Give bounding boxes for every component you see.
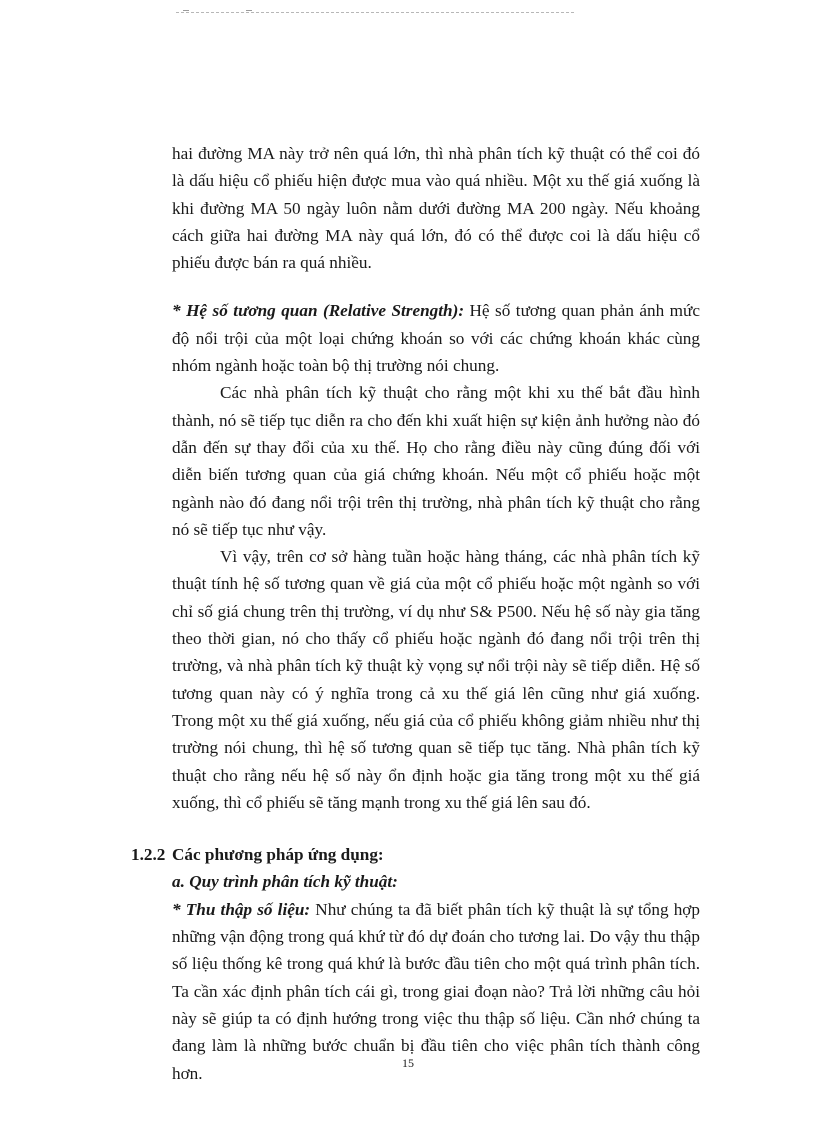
header-mark xyxy=(183,10,189,11)
paragraph-ma-continuation: hai đường MA này trở nên quá lớn, thì nhà phân tích kỹ thuật có thể coi đó là dấu hiệu cổ phiếu hiện được mua vào quá nhiều. Một xu thế giá xuống là khi đường MA 50 ngày luôn nằm dưới đường MA 200 ngày. Nếu khoảng cách giữa hai đường MA này quá lớn, đó có thể được coi là dấu hiệu cổ phiếu được bán ra quá nhiều. xyxy=(172,144,700,273)
paragraph-trend-persistence: Các nhà phân tích kỹ thuật cho rằng một khi xu thế bắt đầu hình thành, nó sẽ tiếp tục diễn ra cho đến khi xuất hiện sự kiện ảnh hưởng nào đó dẫn đến sự thay đổi của xu thế. Họ cho rằng điều này cũng đúng đối với diễn biến tương quan của giá chứng khoán. Nếu một cổ phiếu hoặc một ngành nào đó đang nổi trội trên thị trường, nhà phân tích kỹ thuật cho rằng nó sẽ tiếp tục như vậy. xyxy=(172,383,700,539)
page-content xyxy=(131,140,700,1087)
subsection-heading: a. Quy trình phân tích kỹ thuật: xyxy=(172,872,398,892)
paragraph-weekly-calculation: Vì vậy, trên cơ sở hàng tuần hoặc hàng tháng, các nhà phân tích kỹ thuật tính hệ số tương quan về giá của một cổ phiếu hoặc một ngành so với chỉ số giá chung trên thị trường, ví dụ như S& P500. Nếu hệ số này gia tăng theo thời gian, nó cho thấy cổ phiếu hoặc ngành đó đang nổi trội trên thị trường, và nhà phân tích kỹ thuật kỳ vọng sự nổi trội này sẽ tiếp diễn. Hệ số tương quan này có ý nghĩa trong cả xu thế giá lên cũng như giá xuống. Trong một xu thế giá xuống, nếu giá của cổ phiếu không giảm nhiều như thị trường nói chung, thì hệ số tương quan sẽ tiếp tục tăng. Nhà phân tích kỹ thuật cho rằng nếu hệ số này ổn định hoặc gia tăng trong một xu thế giá xuống, thì cổ phiếu sẽ tăng mạnh trong xu thế giá lên sau đó. xyxy=(172,547,700,812)
relative-strength-body: Hệ số tương quan phản ánh mức độ nổi trội của một loại chứng khoán so với các chứng khoán khác cùng nhóm ngành hoặc toàn bộ thị trường nói chung. xyxy=(172,301,700,376)
data-collection-title: * Thu thập số liệu: xyxy=(172,899,311,919)
header-rule xyxy=(176,12,574,13)
section-title: Các phương pháp ứng dụng: xyxy=(172,845,384,865)
relative-strength-title: * Hệ số tương quan (Relative Strength): xyxy=(172,301,465,321)
page-number: 15 xyxy=(402,1056,414,1070)
data-collection-body: Như chúng ta đã biết phân tích kỹ thuật là sự tổng hợp những vận động trong quá khứ từ đó dự đoán cho tương lai. Do vậy thu thập số liệu thống kê trong quá khứ là bước đầu tiên cho một quá trình phân tích. Ta cần xác định phân tích cái gì, trong giai đoạn nào? Trả lời những câu hỏi này sẽ giúp ta có định hướng trong việc thu thập số liệu. Cần nhớ chúng ta đang làm là những bước chuẩn bị đầu tiên cho việc phân tích thành công hơn. xyxy=(172,899,700,1083)
section-number: 1.2.2 xyxy=(131,845,166,865)
header-mark xyxy=(246,10,252,11)
paragraph-relative-strength xyxy=(172,297,700,379)
section-heading xyxy=(131,841,700,868)
